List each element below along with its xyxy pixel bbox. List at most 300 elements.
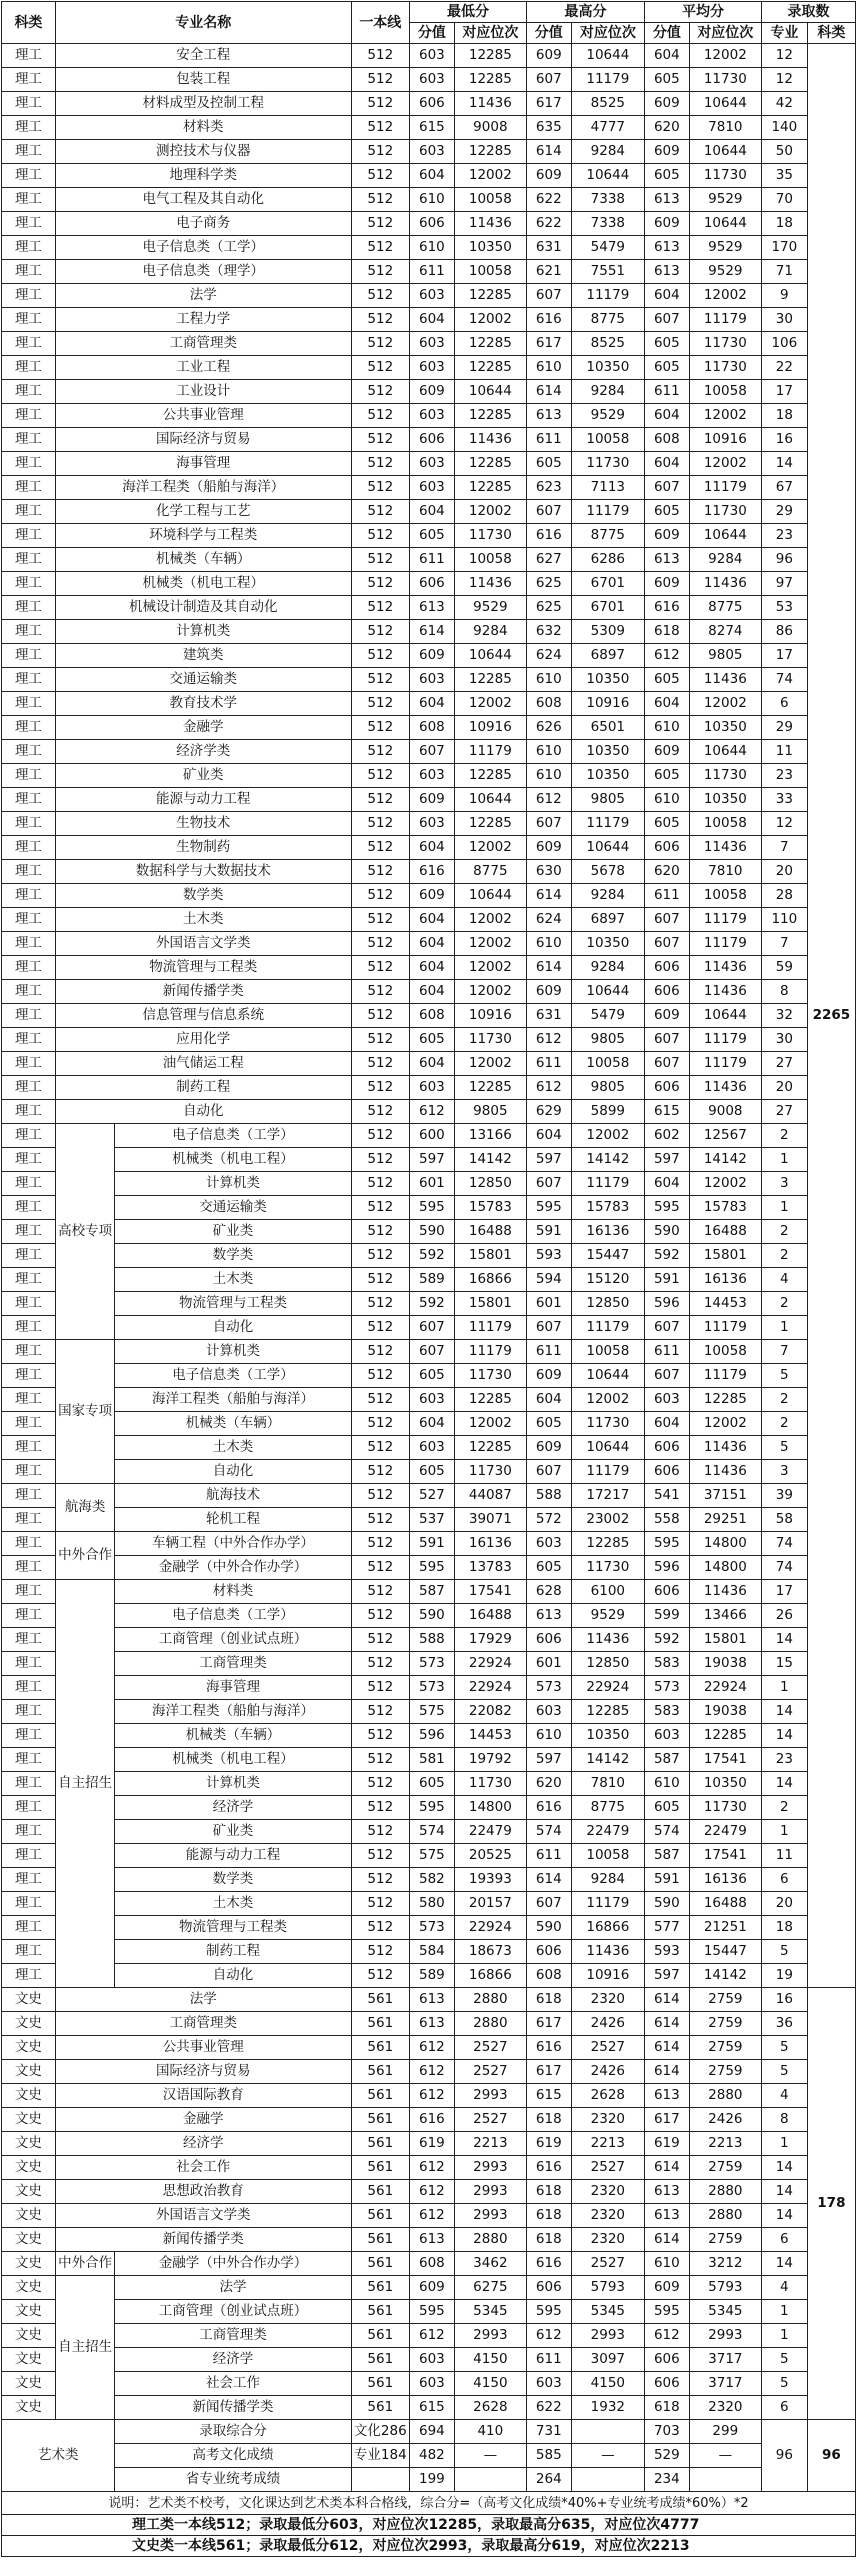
value-cell: 603 bbox=[410, 356, 455, 380]
value-cell: 613 bbox=[410, 2012, 455, 2036]
major-cell: 工业工程 bbox=[55, 356, 351, 380]
value-cell: 12285 bbox=[454, 1076, 526, 1100]
value-cell: 12002 bbox=[689, 1412, 761, 1436]
value-cell: 2993 bbox=[454, 2084, 526, 2108]
value-cell: 11436 bbox=[689, 980, 761, 1004]
major-cell: 矿业类 bbox=[115, 1820, 351, 1844]
value-cell: 17541 bbox=[454, 1580, 526, 1604]
value-cell: 624 bbox=[526, 644, 571, 668]
art-line-cell bbox=[351, 2468, 409, 2492]
value-cell: 606 bbox=[526, 2276, 571, 2300]
table-row bbox=[2, 44, 856, 68]
value-cell: 512 bbox=[351, 212, 409, 236]
major-cell: 工商管理类 bbox=[115, 2324, 351, 2348]
art-value-cell: 264 bbox=[526, 2468, 571, 2492]
value-cell: 70 bbox=[761, 188, 807, 212]
value-cell: 616 bbox=[526, 524, 571, 548]
value-cell: 604 bbox=[410, 980, 455, 1004]
value-cell: 616 bbox=[526, 1796, 571, 1820]
art-major-count: 96 bbox=[761, 2420, 807, 2492]
value-cell: 582 bbox=[410, 1868, 455, 1892]
value-cell: 613 bbox=[645, 188, 690, 212]
value-cell: 11179 bbox=[571, 812, 644, 836]
table-row bbox=[2, 236, 856, 260]
value-cell: 20 bbox=[761, 860, 807, 884]
category-cell: 理工 bbox=[2, 68, 56, 92]
value-cell: 11730 bbox=[689, 332, 761, 356]
table-row bbox=[2, 956, 856, 980]
value-cell: 616 bbox=[526, 2252, 571, 2276]
value-cell: 2 bbox=[761, 1796, 807, 1820]
category-cell: 理工 bbox=[2, 812, 56, 836]
value-cell: 12285 bbox=[454, 404, 526, 428]
art-value-cell: — bbox=[689, 2444, 761, 2468]
table-row bbox=[2, 2252, 856, 2276]
value-cell: 14 bbox=[761, 1628, 807, 1652]
table-row bbox=[2, 260, 856, 284]
value-cell: 8525 bbox=[571, 332, 644, 356]
table-row bbox=[2, 1532, 856, 1556]
value-cell: 512 bbox=[351, 956, 409, 980]
art-item-label: 高考文化成绩 bbox=[115, 2444, 351, 2468]
value-cell: 18 bbox=[761, 1916, 807, 1940]
major-cell: 外国语言文学类 bbox=[55, 2204, 351, 2228]
value-cell: 613 bbox=[410, 596, 455, 620]
value-cell: 9805 bbox=[571, 788, 644, 812]
value-cell: 587 bbox=[410, 1580, 455, 1604]
major-cell: 国际经济与贸易 bbox=[55, 428, 351, 452]
value-cell: 22924 bbox=[454, 1916, 526, 1940]
value-cell: 512 bbox=[351, 788, 409, 812]
value-cell: 10644 bbox=[689, 212, 761, 236]
value-cell: 595 bbox=[645, 1196, 690, 1220]
value-cell: 5 bbox=[761, 1364, 807, 1388]
value-cell: 2628 bbox=[571, 2084, 644, 2108]
value-cell: 512 bbox=[351, 44, 409, 68]
value-cell: 9805 bbox=[454, 1100, 526, 1124]
value-cell: 17 bbox=[761, 1580, 807, 1604]
major-cell: 电子信息类（理学） bbox=[55, 260, 351, 284]
value-cell: 610 bbox=[410, 236, 455, 260]
value-cell: 12285 bbox=[454, 668, 526, 692]
value-cell: 12 bbox=[761, 812, 807, 836]
category-cell: 理工 bbox=[2, 1676, 56, 1700]
value-cell: 609 bbox=[645, 740, 690, 764]
major-cell: 工商管理（创业试点班） bbox=[115, 2300, 351, 2324]
value-cell: 605 bbox=[645, 356, 690, 380]
value-cell: 613 bbox=[645, 260, 690, 284]
value-cell: 37151 bbox=[689, 1484, 761, 1508]
value-cell: 12002 bbox=[689, 452, 761, 476]
value-cell: 3097 bbox=[571, 2348, 644, 2372]
value-cell: 12567 bbox=[689, 1124, 761, 1148]
major-cell: 化学工程与工艺 bbox=[55, 500, 351, 524]
category-cell: 文史 bbox=[2, 1988, 56, 2012]
value-cell: 574 bbox=[526, 1820, 571, 1844]
major-cell: 海洋工程类（船舶与海洋） bbox=[115, 1700, 351, 1724]
value-cell: 601 bbox=[526, 1652, 571, 1676]
value-cell: 22924 bbox=[454, 1676, 526, 1700]
value-cell: 606 bbox=[645, 1076, 690, 1100]
table-row bbox=[2, 2276, 856, 2300]
value-cell: 614 bbox=[526, 140, 571, 164]
value-cell: 575 bbox=[410, 1844, 455, 1868]
note-text: 说明：艺术类不校考，文化课达到艺术类本科合格线，综合分=（高考文化成绩*40%+专业统考成绩*60%）*2 bbox=[2, 2492, 856, 2515]
value-cell: 573 bbox=[410, 1652, 455, 1676]
major-cell: 交通运输类 bbox=[55, 668, 351, 692]
value-cell: 614 bbox=[645, 2036, 690, 2060]
value-cell: 7810 bbox=[571, 1772, 644, 1796]
value-cell: 619 bbox=[645, 2132, 690, 2156]
table-row bbox=[2, 1364, 856, 1388]
value-cell: 589 bbox=[410, 1268, 455, 1292]
value-cell: 608 bbox=[526, 1964, 571, 1988]
category-cell: 理工 bbox=[2, 1532, 56, 1556]
major-cell: 能源与动力工程 bbox=[115, 1844, 351, 1868]
value-cell: 623 bbox=[526, 476, 571, 500]
major-cell: 油气储运工程 bbox=[55, 1052, 351, 1076]
table-row bbox=[2, 2324, 856, 2348]
value-cell: 12002 bbox=[454, 836, 526, 860]
value-cell: 597 bbox=[526, 1148, 571, 1172]
table-row bbox=[2, 740, 856, 764]
value-cell: 13783 bbox=[454, 1556, 526, 1580]
category-cell: 理工 bbox=[2, 260, 56, 284]
table-body bbox=[2, 44, 856, 2557]
value-cell: 512 bbox=[351, 884, 409, 908]
value-cell: 604 bbox=[645, 692, 690, 716]
category-cell: 理工 bbox=[2, 1292, 56, 1316]
subheader-score: 分值 bbox=[410, 23, 455, 44]
value-cell: 605 bbox=[645, 164, 690, 188]
value-cell: 512 bbox=[351, 1556, 409, 1580]
category-cell: 文史 bbox=[2, 2396, 56, 2420]
subheader-category-count: 科类 bbox=[807, 23, 855, 44]
category-cell: 理工 bbox=[2, 1796, 56, 1820]
value-cell: 561 bbox=[351, 2084, 409, 2108]
value-cell: 9529 bbox=[689, 188, 761, 212]
value-cell: 590 bbox=[645, 1220, 690, 1244]
value-cell: 17 bbox=[761, 644, 807, 668]
major-cell: 土木类 bbox=[115, 1268, 351, 1292]
value-cell: 611 bbox=[526, 1340, 571, 1364]
value-cell: 625 bbox=[526, 572, 571, 596]
art-value-cell: 585 bbox=[526, 2444, 571, 2468]
value-cell: 512 bbox=[351, 932, 409, 956]
value-cell: 4150 bbox=[454, 2372, 526, 2396]
value-cell: 612 bbox=[410, 2060, 455, 2084]
value-cell: 605 bbox=[645, 812, 690, 836]
header-tier-line: 一本线 bbox=[351, 2, 409, 44]
value-cell: 561 bbox=[351, 2324, 409, 2348]
value-cell: 600 bbox=[410, 1124, 455, 1148]
value-cell: 29 bbox=[761, 716, 807, 740]
category-cell: 文史 bbox=[2, 2204, 56, 2228]
value-cell: 512 bbox=[351, 332, 409, 356]
category-cell: 文史 bbox=[2, 2132, 56, 2156]
value-cell: 512 bbox=[351, 1148, 409, 1172]
value-cell: 12002 bbox=[689, 44, 761, 68]
value-cell: 2880 bbox=[454, 2012, 526, 2036]
value-cell: 9284 bbox=[571, 140, 644, 164]
value-cell: 74 bbox=[761, 1532, 807, 1556]
value-cell: 603 bbox=[410, 2372, 455, 2396]
table-row bbox=[2, 380, 856, 404]
value-cell: 610 bbox=[645, 788, 690, 812]
value-cell: 2759 bbox=[689, 2156, 761, 2180]
value-cell: 612 bbox=[526, 2324, 571, 2348]
table-row bbox=[2, 68, 856, 92]
subcategory-cell: 高校专项 bbox=[55, 1124, 115, 1340]
value-cell: 16136 bbox=[571, 1220, 644, 1244]
value-cell: 607 bbox=[410, 1316, 455, 1340]
major-cell: 自动化 bbox=[115, 1460, 351, 1484]
major-cell: 自动化 bbox=[55, 1100, 351, 1124]
value-cell: 11179 bbox=[454, 1340, 526, 1364]
art-value-cell: 482 bbox=[410, 2444, 455, 2468]
table-row bbox=[2, 476, 856, 500]
major-cell: 矿业类 bbox=[55, 764, 351, 788]
value-cell: 1 bbox=[761, 2300, 807, 2324]
value-cell: 7810 bbox=[689, 860, 761, 884]
value-cell: 20525 bbox=[454, 1844, 526, 1868]
value-cell: 14453 bbox=[454, 1724, 526, 1748]
summary-science: 理工类一本线512；录取最低分603，对应位次12285，录取最高分635，对应位次4777 bbox=[2, 2515, 856, 2536]
value-cell: 594 bbox=[526, 1268, 571, 1292]
major-cell: 机械类（机电工程） bbox=[115, 1748, 351, 1772]
value-cell: 10916 bbox=[571, 692, 644, 716]
table-row bbox=[2, 2012, 856, 2036]
value-cell: 11179 bbox=[689, 908, 761, 932]
table-row bbox=[2, 428, 856, 452]
category-cell: 文史 bbox=[2, 2372, 56, 2396]
value-cell: 611 bbox=[526, 2348, 571, 2372]
value-cell: 15801 bbox=[454, 1292, 526, 1316]
value-cell: 2320 bbox=[571, 1988, 644, 2012]
value-cell: 609 bbox=[410, 644, 455, 668]
value-cell: 10058 bbox=[571, 428, 644, 452]
value-cell: 10644 bbox=[689, 740, 761, 764]
value-cell: 607 bbox=[526, 1460, 571, 1484]
value-cell: 6701 bbox=[571, 596, 644, 620]
value-cell: 613 bbox=[410, 1988, 455, 2012]
subheader-score: 分值 bbox=[526, 23, 571, 44]
value-cell: 541 bbox=[645, 1484, 690, 1508]
value-cell: 592 bbox=[410, 1292, 455, 1316]
value-cell: 1 bbox=[761, 1316, 807, 1340]
major-cell: 机械类（车辆） bbox=[115, 1412, 351, 1436]
table-row bbox=[2, 812, 856, 836]
value-cell: 604 bbox=[410, 308, 455, 332]
value-cell: 7551 bbox=[571, 260, 644, 284]
category-cell: 理工 bbox=[2, 1604, 56, 1628]
value-cell: 603 bbox=[410, 764, 455, 788]
value-cell: 22924 bbox=[454, 1652, 526, 1676]
value-cell: 50 bbox=[761, 140, 807, 164]
value-cell: 512 bbox=[351, 68, 409, 92]
art-value-cell bbox=[571, 2420, 644, 2444]
table-row bbox=[2, 2132, 856, 2156]
value-cell: 12285 bbox=[454, 68, 526, 92]
value-cell: 512 bbox=[351, 692, 409, 716]
table-row bbox=[2, 1556, 856, 1580]
value-cell: 9284 bbox=[571, 1868, 644, 1892]
table-row bbox=[2, 1820, 856, 1844]
category-cell: 理工 bbox=[2, 836, 56, 860]
table-row bbox=[2, 2228, 856, 2252]
table-row bbox=[2, 1004, 856, 1028]
category-cell: 理工 bbox=[2, 1964, 56, 1988]
value-cell: 10058 bbox=[571, 1052, 644, 1076]
admission-table bbox=[1, 1, 856, 2557]
value-cell: 11730 bbox=[454, 1460, 526, 1484]
value-cell: 512 bbox=[351, 1604, 409, 1628]
major-cell: 物流管理与工程类 bbox=[115, 1916, 351, 1940]
table-row bbox=[2, 2204, 856, 2228]
major-cell: 机械类（车辆） bbox=[55, 548, 351, 572]
value-cell: 512 bbox=[351, 1292, 409, 1316]
value-cell: 11436 bbox=[454, 92, 526, 116]
value-cell: 22479 bbox=[571, 1820, 644, 1844]
value-cell: 11436 bbox=[454, 572, 526, 596]
value-cell: 619 bbox=[526, 2132, 571, 2156]
table-row bbox=[2, 332, 856, 356]
major-cell: 生物技术 bbox=[55, 812, 351, 836]
value-cell: 604 bbox=[410, 956, 455, 980]
value-cell: 2527 bbox=[454, 2108, 526, 2132]
category-cell: 理工 bbox=[2, 1340, 56, 1364]
major-cell: 电子信息类（工学） bbox=[115, 1364, 351, 1388]
value-cell: 614 bbox=[645, 1988, 690, 2012]
table-row bbox=[2, 2396, 856, 2420]
value-cell: 17929 bbox=[454, 1628, 526, 1652]
value-cell: 5 bbox=[761, 2348, 807, 2372]
value-cell: 10058 bbox=[454, 260, 526, 284]
category-cell: 理工 bbox=[2, 1244, 56, 1268]
art-value-cell: — bbox=[571, 2444, 644, 2468]
value-cell: 577 bbox=[645, 1916, 690, 1940]
value-cell: 607 bbox=[526, 1892, 571, 1916]
value-cell: 512 bbox=[351, 188, 409, 212]
value-cell: 27 bbox=[761, 1052, 807, 1076]
value-cell: 608 bbox=[410, 1004, 455, 1028]
table-row bbox=[2, 716, 856, 740]
value-cell: 606 bbox=[645, 1436, 690, 1460]
value-cell: 17 bbox=[761, 380, 807, 404]
value-cell: 512 bbox=[351, 1340, 409, 1364]
category-cell: 理工 bbox=[2, 428, 56, 452]
value-cell: 512 bbox=[351, 1388, 409, 1412]
value-cell: 2628 bbox=[454, 2396, 526, 2420]
value-cell: 2320 bbox=[571, 2204, 644, 2228]
value-cell: 12285 bbox=[454, 44, 526, 68]
value-cell: 512 bbox=[351, 1508, 409, 1532]
major-cell: 数学类 bbox=[55, 884, 351, 908]
value-cell: 5 bbox=[761, 2372, 807, 2396]
value-cell: 9284 bbox=[454, 620, 526, 644]
value-cell: 606 bbox=[645, 2348, 690, 2372]
value-cell: 581 bbox=[410, 1748, 455, 1772]
value-cell: 35 bbox=[761, 164, 807, 188]
value-cell: 8525 bbox=[571, 92, 644, 116]
value-cell: 11436 bbox=[571, 1628, 644, 1652]
value-cell: 610 bbox=[526, 356, 571, 380]
value-cell: 15120 bbox=[571, 1268, 644, 1292]
value-cell: 10644 bbox=[571, 164, 644, 188]
value-cell: 8274 bbox=[689, 620, 761, 644]
value-cell: 12285 bbox=[454, 812, 526, 836]
value-cell: 74 bbox=[761, 1556, 807, 1580]
value-cell: 561 bbox=[351, 2060, 409, 2084]
value-cell: 595 bbox=[410, 1796, 455, 1820]
value-cell: 604 bbox=[410, 164, 455, 188]
category-cell: 理工 bbox=[2, 980, 56, 1004]
value-cell: 12002 bbox=[454, 164, 526, 188]
value-cell: 2 bbox=[761, 1244, 807, 1268]
category-cell: 文史 bbox=[2, 2228, 56, 2252]
value-cell: 11436 bbox=[689, 1076, 761, 1100]
value-cell: 617 bbox=[526, 92, 571, 116]
value-cell: 604 bbox=[410, 932, 455, 956]
major-cell: 新闻传播学类 bbox=[55, 980, 351, 1004]
value-cell: 607 bbox=[526, 284, 571, 308]
value-cell: 7810 bbox=[689, 116, 761, 140]
major-cell: 土木类 bbox=[115, 1892, 351, 1916]
value-cell: 11179 bbox=[689, 1028, 761, 1052]
value-cell: 2527 bbox=[571, 2252, 644, 2276]
value-cell: 605 bbox=[410, 524, 455, 548]
category-cell: 理工 bbox=[2, 908, 56, 932]
category-cell: 理工 bbox=[2, 1916, 56, 1940]
value-cell: 610 bbox=[526, 1724, 571, 1748]
value-cell: 11179 bbox=[454, 740, 526, 764]
value-cell: 14 bbox=[761, 2156, 807, 2180]
table-row bbox=[2, 1460, 856, 1484]
value-cell: 2759 bbox=[689, 2012, 761, 2036]
category-cell: 理工 bbox=[2, 1172, 56, 1196]
value-cell: 593 bbox=[645, 1940, 690, 1964]
value-cell: 590 bbox=[410, 1604, 455, 1628]
value-cell: 3 bbox=[761, 1460, 807, 1484]
value-cell: 603 bbox=[410, 1076, 455, 1100]
category-cell: 理工 bbox=[2, 452, 56, 476]
value-cell: 29 bbox=[761, 500, 807, 524]
header-major: 专业名称 bbox=[55, 2, 351, 44]
value-cell: 10058 bbox=[689, 812, 761, 836]
value-cell: 12002 bbox=[454, 980, 526, 1004]
value-cell: 606 bbox=[645, 956, 690, 980]
value-cell: 613 bbox=[645, 2180, 690, 2204]
value-cell: 11436 bbox=[689, 1436, 761, 1460]
table-row bbox=[2, 212, 856, 236]
table-row bbox=[2, 116, 856, 140]
value-cell: 512 bbox=[351, 1196, 409, 1220]
value-cell: 14142 bbox=[571, 1148, 644, 1172]
value-cell: 9529 bbox=[571, 1604, 644, 1628]
value-cell: 627 bbox=[526, 548, 571, 572]
value-cell: 12850 bbox=[571, 1292, 644, 1316]
value-cell: 609 bbox=[526, 1364, 571, 1388]
value-cell: 603 bbox=[645, 1388, 690, 1412]
value-cell: 591 bbox=[645, 1268, 690, 1292]
table-row bbox=[2, 188, 856, 212]
value-cell: 606 bbox=[645, 836, 690, 860]
category-cell: 理工 bbox=[2, 1772, 56, 1796]
value-cell: 512 bbox=[351, 1100, 409, 1124]
subheader-score: 分值 bbox=[645, 23, 690, 44]
category-cell: 理工 bbox=[2, 1004, 56, 1028]
value-cell: 512 bbox=[351, 1244, 409, 1268]
